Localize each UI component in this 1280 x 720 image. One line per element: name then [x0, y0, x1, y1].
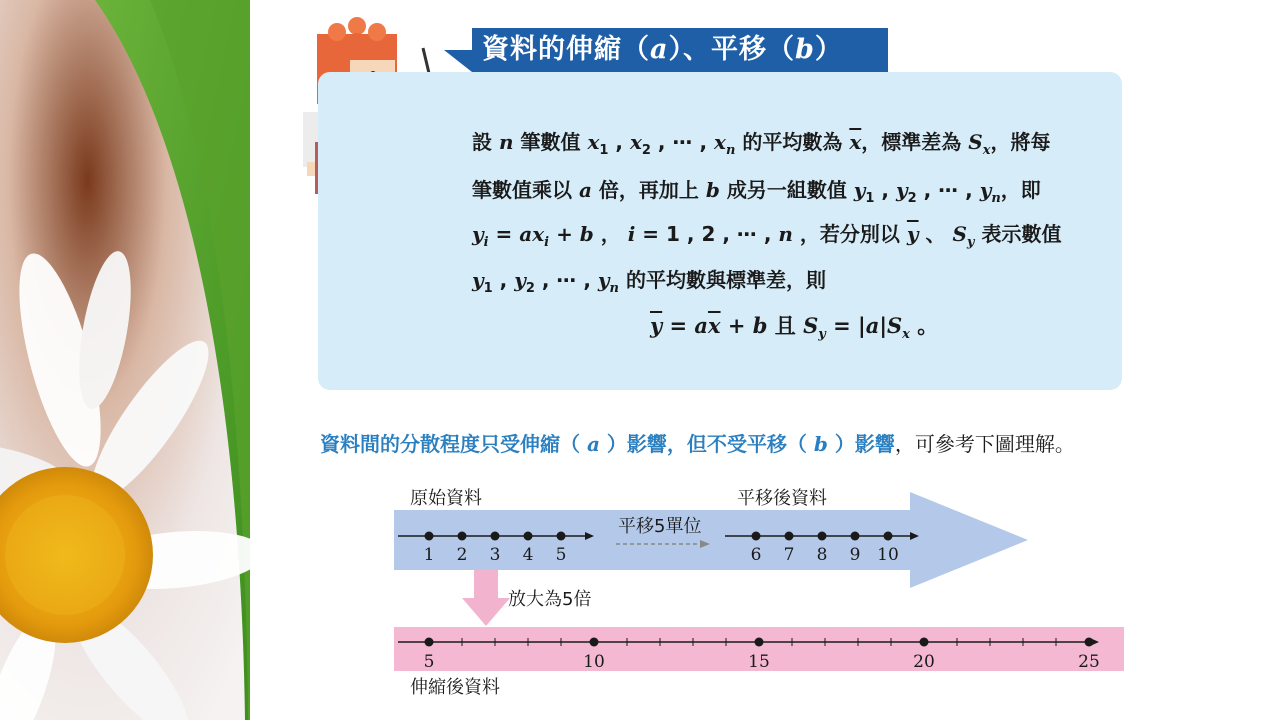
line3-sub: i	[544, 235, 550, 250]
line3-sub: y	[966, 235, 975, 250]
line4-sub: 1	[483, 281, 493, 296]
formula-a2: a	[865, 313, 880, 338]
line3-S: S	[952, 222, 967, 246]
scaled-value-label: 5	[423, 652, 435, 672]
line2-yn: y	[979, 178, 992, 202]
subtitle-text: ）影響	[827, 432, 895, 456]
scaled-point	[1085, 638, 1094, 647]
original-value-label: 2	[456, 545, 468, 565]
formula-a: a	[694, 313, 709, 338]
line2-text: ，即	[1000, 178, 1041, 202]
line1-xn: x	[714, 130, 726, 154]
shifted-point	[818, 532, 827, 541]
title-var-b: b	[795, 34, 815, 65]
line2-ellipsis: , ⋯ ,	[916, 178, 980, 202]
shifted-point	[752, 532, 761, 541]
original-value-label: 3	[489, 545, 501, 565]
formula-S2: S	[887, 313, 903, 338]
subtitle-text: 資料間的分散程度只受伸縮（	[320, 432, 587, 456]
line3-text: 、	[918, 222, 953, 246]
line1-sub: 1	[599, 143, 609, 158]
line1-sub: 2	[641, 143, 651, 158]
line2-b: b	[705, 178, 720, 202]
line3-ax: ax	[519, 222, 545, 246]
line3-text: ，若分別以	[792, 222, 907, 246]
original-value-label: 5	[555, 545, 567, 565]
scaled-point	[920, 638, 929, 647]
key-formula	[650, 310, 938, 342]
subtitle-text-dark: ，可參考下圖理解。	[894, 432, 1075, 456]
scale-down-arrow	[462, 570, 510, 626]
line1-text: 的平均數為	[735, 130, 850, 154]
line3-text: = 1 , 2 , ⋯ ,	[635, 222, 779, 246]
formula-sub: x	[902, 327, 910, 342]
formula-sub: y	[818, 327, 826, 342]
line1-x1: x	[587, 130, 600, 154]
line2-sub: n	[991, 191, 1001, 206]
title-tab-decoration	[444, 50, 472, 72]
formula-eq2: = |	[825, 314, 866, 338]
formula-ybar: $\overline{y}$	[650, 313, 663, 338]
title-text-3: ）	[814, 34, 843, 65]
formula-eq: =	[662, 314, 695, 338]
shift-scale-diagram	[380, 480, 1140, 710]
shifted-value-label: 8	[816, 545, 828, 565]
line2-a: a	[578, 178, 592, 202]
line2-comma: ,	[874, 178, 896, 202]
line4-yn: y	[597, 268, 610, 292]
line4-text: 的平均數與標準差，則	[619, 268, 826, 292]
formula-S: S	[803, 313, 819, 338]
title-var-a: a	[650, 34, 669, 65]
line1-n: n	[498, 130, 514, 154]
line2-sub: 2	[907, 191, 917, 206]
formula-bar: |	[879, 314, 887, 338]
line3-plus-b: + b	[549, 222, 594, 246]
shifted-value-label: 9	[849, 545, 861, 565]
line2-sub: 1	[865, 191, 875, 206]
line1-text: ，標準差為	[861, 130, 969, 154]
line1-text: 筆數值	[513, 130, 588, 154]
shifted-value-label: 7	[783, 545, 795, 565]
line3-yi: y	[472, 222, 484, 246]
line4-sub: 2	[525, 281, 535, 296]
original-value-label: 1	[423, 545, 435, 565]
definition-line-3	[472, 218, 1061, 250]
definition-line-4	[472, 264, 826, 296]
scaled-data-label: 伸縮後資料	[410, 677, 500, 698]
formula-plus-b: + b	[720, 313, 768, 338]
shift-amount-label: 平移5單位	[618, 516, 702, 537]
line4-ellipsis: , ⋯ ,	[534, 268, 598, 292]
line1-x2: x	[629, 130, 642, 154]
line2-text: 倍，再加上	[591, 178, 706, 202]
definition-line-2	[472, 174, 1041, 206]
original-point	[425, 532, 434, 541]
line1-ellipsis: , ⋯ ,	[650, 130, 714, 154]
formula-qie: 且	[767, 314, 804, 338]
shifted-value-label: 10	[877, 545, 899, 565]
scaled-point	[755, 638, 764, 647]
scaled-value-label: 15	[748, 652, 770, 672]
original-point	[557, 532, 566, 541]
line3-eq: =	[488, 222, 520, 246]
line1-comma: ,	[608, 130, 630, 154]
line4-y1: y	[472, 268, 484, 292]
line1-text: 設	[472, 130, 499, 154]
line3-i: i	[627, 222, 636, 246]
subtitle-b: b	[813, 432, 828, 456]
shifted-value-label: 6	[750, 545, 762, 565]
scaled-value-label: 10	[583, 652, 605, 672]
line3-text: ，	[593, 222, 628, 246]
daisy-background-image	[0, 0, 250, 720]
scaled-point	[590, 638, 599, 647]
shifted-data-label: 平移後資料	[737, 488, 827, 509]
line3-text: 表示數值	[974, 222, 1062, 246]
line4-comma: ,	[492, 268, 515, 292]
original-point	[458, 532, 467, 541]
original-value-label: 4	[522, 545, 534, 565]
subtitle-text: ）影響，但不受平移（	[599, 432, 814, 456]
scaled-value-label: 20	[913, 652, 935, 672]
original-point	[524, 532, 533, 541]
shifted-point	[785, 532, 794, 541]
line3-ybar: $\overline{y}$	[906, 222, 919, 246]
line1-xbar: $\overline{x}$	[849, 130, 862, 154]
subtitle-a: a	[586, 432, 600, 456]
original-point	[491, 532, 500, 541]
original-data-label: 原始資料	[410, 488, 482, 509]
line1-sub: n	[725, 143, 736, 158]
explanation-subtitle	[320, 428, 1075, 457]
formula-end: 。	[909, 314, 939, 338]
line3-sub: i	[483, 235, 489, 250]
line2-text: 筆數值乘以	[472, 178, 579, 202]
line2-text: 成另一組數值	[719, 178, 854, 202]
line1-S: S	[968, 130, 983, 154]
scaled-value-label: 25	[1078, 652, 1100, 672]
line1-text: ，將每	[990, 130, 1051, 154]
title-text-1: 資料的伸縮（	[482, 34, 650, 65]
title-text-2: ）、平移（	[668, 34, 795, 65]
shifted-point	[851, 532, 860, 541]
formula-xbar: $\overline{x}$	[708, 313, 721, 338]
scaled-point	[425, 638, 434, 647]
scale-factor-label: 放大為5倍	[508, 589, 592, 610]
line1-sub: x	[982, 143, 991, 158]
definition-line-1	[472, 126, 1050, 158]
shifted-point	[884, 532, 893, 541]
line4-sub: n	[609, 281, 619, 296]
line2-y1: y	[853, 178, 866, 202]
line2-y2: y	[896, 178, 908, 202]
line3-n: n	[778, 222, 793, 246]
section-title	[472, 28, 888, 72]
line4-y2: y	[514, 268, 526, 292]
